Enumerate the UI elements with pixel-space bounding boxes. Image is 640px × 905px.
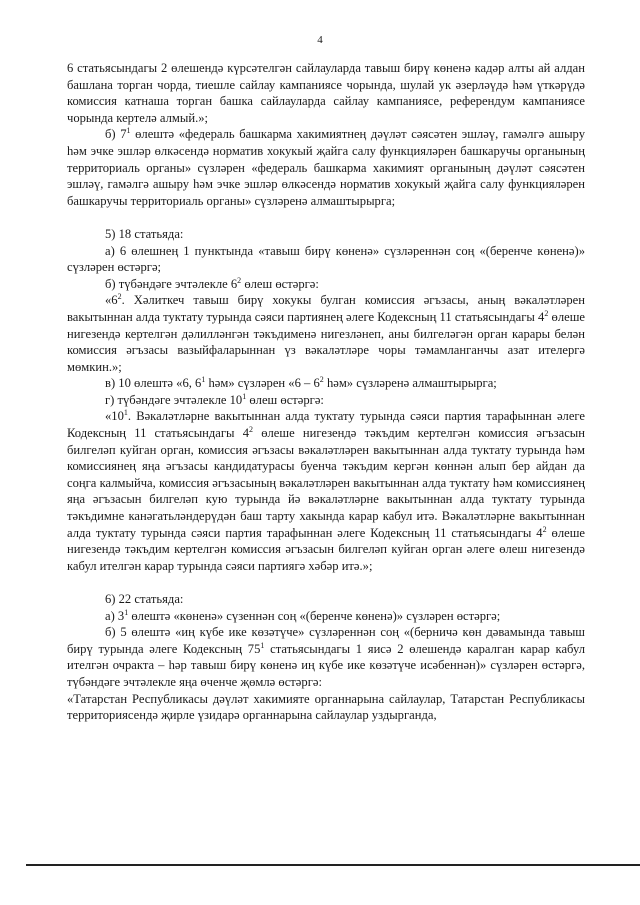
- article-18-item-a: а) 6 өлешнең 1 пунктында «тавыш бирү көненә» сүзләреннән соң «(беренче көненә)» сүзләрен өстәргә;: [67, 243, 585, 275]
- article-18-heading: 5) 18 статьяда:: [105, 226, 184, 241]
- article-18-quote-10-1: «$10^1$. Вәкаләтләрне вакытыннан алда туктату турында сәяси партия тарафыннан әлеге Кодексның 11 статьясындагы $4^2$ өлеше нигезендә тәкъдим кертелгән комиссия әгъзасын билгеләп куйган орган, комиссия әгъзасы вәкаләтләрен вакытыннан алда туктату турында һәм комиссиянең яңа әгъзасы кандидатурасы буенча тәкъдим кергән көннән алып бер айдан да соңга калмыйча, комиссия әгъзасының вәкаләтләрен вакытыннан алда туктату һәм комиссиянең яңа әгъзасын билгеләп кую турында йә вәкаләтләрне вакытыннан алда туктату турында тәкъдимне канәгатьләндерүдән баш тарту хакында карар кабул итә. Вәкаләтләрне вакытыннан алда туктату турында сәяси партия тарафыннан әлеге Кодексның 11 статьясындагы $4^2$ өлеше нигезендә тәкъдим кертелгән комиссия әгъзасын билгеләп куйган орган әлеге өлеш нигезендә кабул ителгән карар турында сәяси партиягә хәбәр итә.»;: [67, 408, 585, 573]
- article-22-heading: 6) 22 статьяда:: [105, 592, 184, 606]
- article-18-item-b: б) түбәндәге эчтәлекле $6^2$ өлеш өстәргә:: [105, 275, 319, 291]
- footer-rule: [26, 864, 640, 866]
- paragraph-continuation: 6 статьясындагы 2 өлешендә күрсәтелгән сайлауларда тавыш бирү көненә кадәр алты ай алдан башлана торган чорда, тиешле сайлау кампаниясе чорында, шулай ук әзерләүдә һәм үткәрүдә комиссия катнаша торган башка сайлауларда сайлау кампаниясе, референдум кампаниясе чорында кертелә алмый.»;: [67, 61, 585, 125]
- article-18-item-g: г) түбәндәге эчтәлекле $10^1$ өлеш өстәргә:: [105, 391, 324, 407]
- article-22-item-b: б) 5 өлештә «иң күбе ике көзәтүче» сүзләреннән соң «(берничә көн дәвамында тавыш бирү турында әлеге Кодексның $75^1$ статьясындагы 1 яисә 2 өлешендә каралган карар кабул ителгән очракта – һәр тавыш бирү көненә иң күбе ике көзәтүче исәбеннән)» сүзләрен өстәргә, түбәндәге эчтәлекле яңа өченче җөмлә өстәргә:: [67, 625, 585, 689]
- article-18-item-v: в) 10 өлештә «6, $6^1$ һәм» сүзләрен «$6 - 6^2$ һәм» сүзләренә алмаштырырга;: [105, 375, 497, 391]
- spacer: [67, 574, 585, 591]
- page-number: 4: [317, 34, 323, 46]
- spacer: [67, 209, 585, 226]
- document-body: [67, 60, 585, 724]
- article-22-quote: «Татарстан Республикасы дәүләт хакимияте органнарына сайлаулар, Татарстан Республикасы территориясендә җирле үзидарә органнарына сайлаулар уздырганда,: [67, 691, 585, 723]
- article-18-quote-6-2: «$6^2$. Хәлиткеч тавыш бирү хокукы булган комиссия әгъзасы, аның вәкаләтләрен вакытыннан алда туктату турында сәяси партиянең әлеге Кодексның 11 статьясындагы $4^2$ өлеше нигезендә кертелгән дәлилләнгән тәкъдименә нигезләнеп, аны билгеләгән орган карары белән комиссия әгъзасы вазыйфаларыннан үз вәкаләтләре чоры тәмамланганчы азат ителергә мөмкин.»;: [67, 292, 586, 374]
- article-22-item-a: а) $3^1$ өлештә «көненә» сүзеннән соң «(беренче көненә)» сүзләрен өстәргә;: [105, 607, 501, 623]
- paragraph-item-b: б) $7^1$ өлештә «федераль башкарма хакимиятнең дәүләт сәясәтен эшләү, гамәлгә ашыру һәм эчке эшләр өлкәсендә норматив хокукый җайга салу функцияләрен башкаручы органының территориаль органы» сүзләрен «федераль башкарма хакимият органының дәүләт сәясәтен эшләү, гамәлгә ашыру һәм эчке эшләр өлкәсендә норматив хокукый җайга салу функцияләрен башкаручы территориаль органы» сүзләренә алмаштырырга;: [67, 126, 585, 208]
